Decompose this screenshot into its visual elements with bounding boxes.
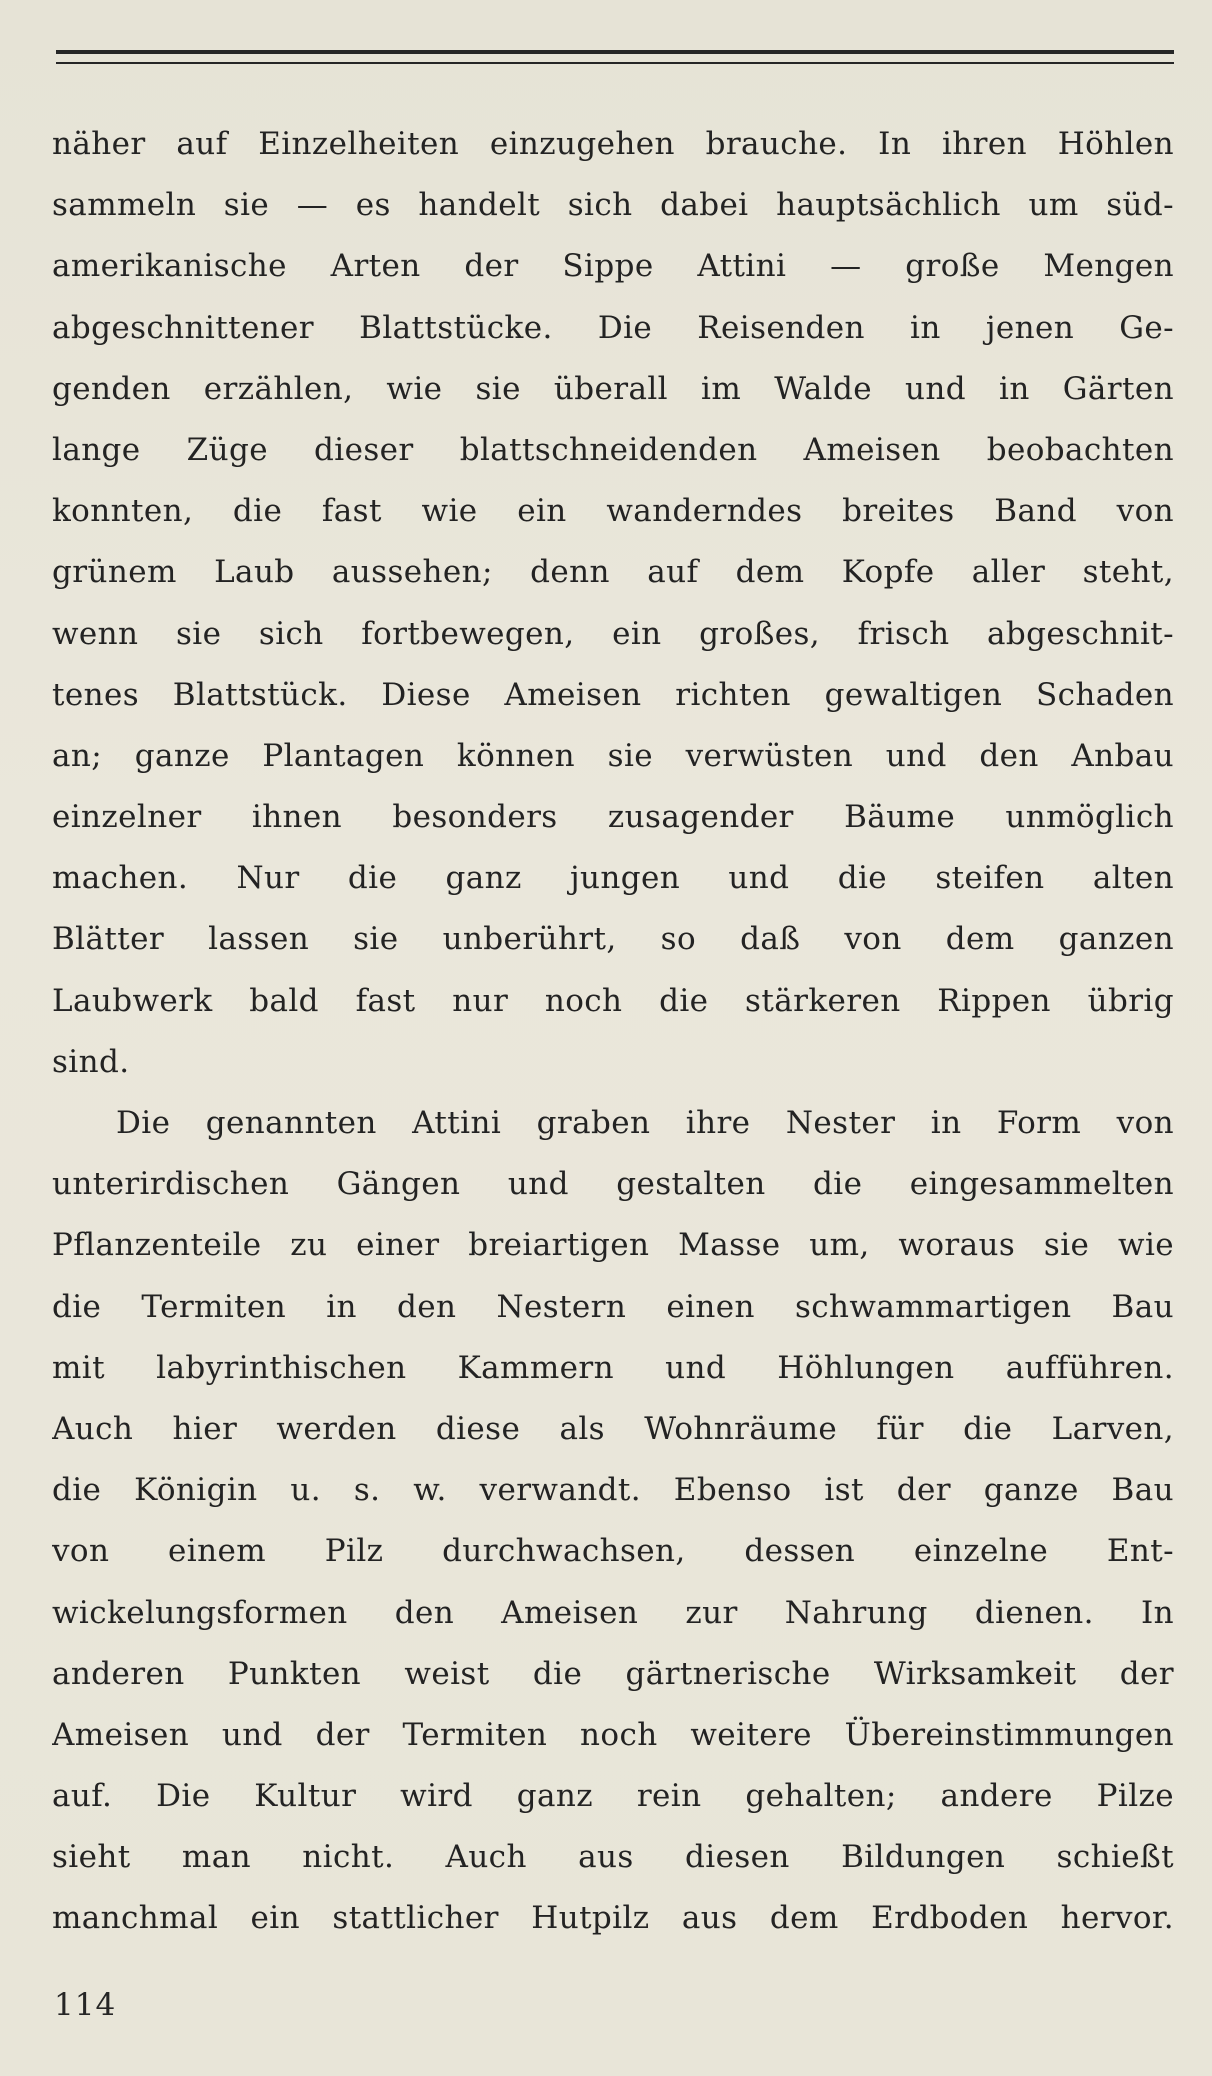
text-line: wickelungsformen den Ameisen zur Nahrung dienen. In — [52, 1594, 1174, 1631]
text-line: amerikanische Arten der Sippe Attini — große Mengen — [52, 248, 1174, 285]
text-line: die Königin u. s. w. verwandt. Ebenso ist der ganze Bau — [52, 1472, 1174, 1509]
text-line: einzelner ihnen besonders zusagender Bäume unmöglich — [52, 799, 1174, 836]
text-line: machen. Nur die ganz jungen und die steifen alten — [52, 860, 1174, 897]
text-line: anderen Punkten weist die gärtnerische Wirksamkeit der — [52, 1655, 1174, 1692]
text-line: näher auf Einzelheiten einzugehen brauche. In ihren Höhlen — [52, 126, 1174, 162]
text-line: Blätter lassen sie unberührt, so daß von dem ganzen — [52, 921, 1174, 958]
text-line: lange Züge dieser blattschneidenden Ameisen beobachten — [52, 431, 1174, 468]
text-line: mit labyrinthischen Kammern und Höhlungen aufführen. — [52, 1349, 1174, 1386]
text-line: von einem Pilz durchwachsen, dessen einzelne Ent- — [52, 1533, 1174, 1570]
header-rule-thin — [56, 62, 1174, 64]
text-line: Laubwerk bald fast nur noch die stärkeren Rippen übrig — [52, 982, 1174, 1019]
page-number: 114 — [54, 1987, 117, 2023]
text-line: abgeschnittener Blattstücke. Die Reisenden in jenen Ge- — [52, 309, 1174, 346]
text-line: die Termiten in den Nestern einen schwammartigen Bau — [52, 1288, 1174, 1325]
text-line: tenes Blattstück. Diese Ameisen richten gewaltigen Schaden — [52, 676, 1174, 713]
text-line: Ameisen und der Termiten noch weitere Übereinstimmungen — [52, 1716, 1174, 1753]
text-line: wenn sie sich fortbewegen, ein großes, frisch abgeschnit- — [52, 615, 1174, 652]
header-rule-thick — [56, 50, 1174, 54]
text-line: an; ganze Plantagen können sie verwüsten und den Anbau — [52, 737, 1174, 774]
text-line: grünem Laub aussehen; denn auf dem Kopfe aller steht, — [52, 554, 1174, 591]
text-line: sieht man nicht. Auch aus diesen Bildungen schießt — [52, 1839, 1174, 1876]
text-line: konnten, die fast wie ein wanderndes breites Band von — [52, 493, 1174, 530]
text-line: Pflanzenteile zu einer breiartigen Masse um, woraus sie wie — [52, 1227, 1174, 1264]
body-text — [52, 114, 1174, 1950]
text-line: Die genannten Attini graben ihre Nester in Form von — [116, 1105, 1174, 1141]
text-line: sind. — [52, 1043, 130, 1080]
text-line: auf. Die Kultur wird ganz rein gehalten; andere Pilze — [52, 1778, 1174, 1815]
text-line: sammeln sie — es handelt sich dabei hauptsächlich um süd- — [52, 187, 1174, 224]
text-line: Auch hier werden diese als Wohnräume für die Larven, — [52, 1410, 1174, 1447]
text-line: genden erzählen, wie sie überall im Walde und in Gärten — [52, 370, 1174, 407]
text-line: manchmal ein stattlicher Hutpilz aus dem Erdboden hervor. — [52, 1900, 1174, 1937]
text-line: unterirdischen Gängen und gestalten die eingesammelten — [52, 1166, 1174, 1203]
